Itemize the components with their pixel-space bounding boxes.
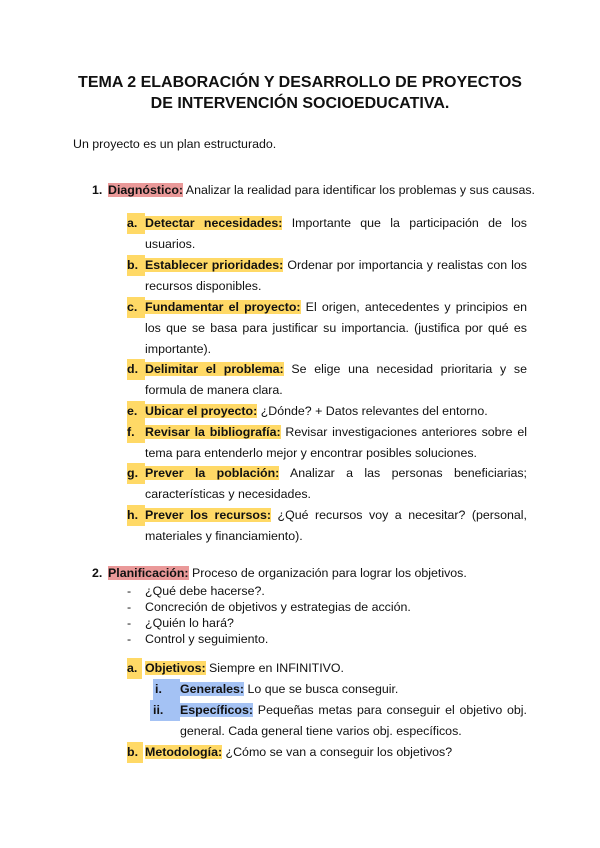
item-marker: b. — [127, 742, 143, 763]
item-text: Siempre en INFINITIVO. — [205, 661, 344, 675]
document-title — [40, 72, 560, 114]
diagnostico-item — [145, 297, 527, 360]
bullet-item: ¿Quién lo hará? — [145, 616, 234, 630]
item-text: Importante que la participación de los usuarios. — [145, 216, 528, 251]
item-label: Metodología: — [145, 745, 223, 759]
item-label: Objetivos: — [145, 661, 206, 675]
bullet-dash: - — [127, 616, 132, 630]
subitem-label: Específicos: — [180, 703, 253, 717]
subitem-label: Generales: — [180, 682, 245, 696]
title-line-1: TEMA 2 ELABORACIÓN Y DESARROLLO DE PROYECTOS — [78, 74, 522, 91]
bullet-dash: - — [127, 584, 132, 598]
item-label: Establecer prioridades: — [145, 258, 284, 272]
bullet-item: Control y seguimiento. — [145, 632, 269, 646]
diagnostico-item — [145, 213, 527, 255]
title-line-2: DE INTERVENCIÓN SOCIOEDUCATIVA. — [150, 95, 450, 112]
item-label: Revisar la bibliografía: — [145, 425, 281, 439]
bullet-item: Concreción de objetivos y estrategias de acción. — [145, 600, 411, 614]
item-marker: a. — [127, 213, 145, 234]
diagnostico-item — [145, 505, 527, 547]
item-marker: h. — [127, 505, 145, 526]
item-label: Delimitar el problema: — [145, 362, 284, 376]
item-marker: g. — [127, 463, 145, 484]
section-text: Proceso de organización para lograr los objetivos. — [188, 566, 467, 580]
item-text: Revisar investigaciones anteriores sobre el tema para entenderlo mejor y encontrar posibles soluciones. — [145, 425, 527, 460]
item-text: ¿Qué recursos voy a necesitar? (personal, materiales y financiamiento). — [145, 508, 527, 543]
item-objetivos — [145, 658, 527, 679]
item-marker: e. — [127, 401, 145, 422]
section-planificacion — [108, 563, 467, 584]
item-text: Analizar a las personas beneficiarias; características y necesidades. — [145, 466, 527, 501]
bullet-dash: - — [127, 632, 132, 646]
diagnostico-item — [145, 463, 527, 505]
item-text: Se elige una necesidad prioritaria y se formula de manera clara. — [145, 362, 527, 397]
subitem-marker: i. — [153, 679, 180, 700]
subitem-marker: ii. — [150, 700, 180, 721]
item-text: ¿Cómo se van a conseguir los objetivos? — [222, 745, 453, 759]
item-marker: c. — [127, 297, 145, 318]
section-label: Planificación: — [108, 566, 189, 580]
item-marker: d. — [127, 359, 145, 380]
section-text: Analizar la realidad para identificar los problemas y sus causas. — [183, 183, 535, 197]
bullet-dash: - — [127, 600, 132, 614]
item-marker: f. — [127, 422, 145, 443]
subitem-especificos — [180, 700, 527, 742]
item-label: Prever la población: — [145, 466, 280, 480]
section-diagnostico — [108, 180, 535, 201]
item-label: Ubicar el proyecto: — [145, 404, 258, 418]
diagnostico-item — [145, 359, 527, 401]
bullet-item: ¿Qué debe hacerse?. — [145, 584, 265, 598]
item-marker: a. — [127, 658, 142, 679]
section-number: 2. — [92, 566, 103, 580]
section-label: Diagnóstico: — [108, 183, 184, 197]
item-label: Fundamentar el proyecto: — [145, 300, 301, 314]
item-text: Ordenar por importancia y realistas con los recursos disponibles. — [145, 258, 527, 293]
intro-paragraph: Un proyecto es un plan estructurado. — [73, 137, 277, 151]
section-number: 1. — [92, 183, 103, 197]
item-label: Detectar necesidades: — [145, 216, 283, 230]
subitem-generales — [180, 679, 527, 700]
diagnostico-item — [145, 401, 527, 422]
item-marker: b. — [127, 255, 145, 276]
item-text: ¿Dónde? + Datos relevantes del entorno. — [257, 404, 488, 418]
diagnostico-item — [145, 422, 527, 464]
subitem-text: Lo que se busca conseguir. — [244, 682, 399, 696]
item-text: El origen, antecedentes y principios en los que se basa para justificar su importancia. (justifica por qué es importante). — [145, 300, 527, 356]
item-metodologia — [145, 742, 527, 763]
subitem-text: Pequeñas metas para conseguir el objetivo obj. general. Cada general tiene varios obj. específicos. — [180, 703, 527, 738]
item-label: Prever los recursos: — [145, 508, 271, 522]
diagnostico-item — [145, 255, 527, 297]
